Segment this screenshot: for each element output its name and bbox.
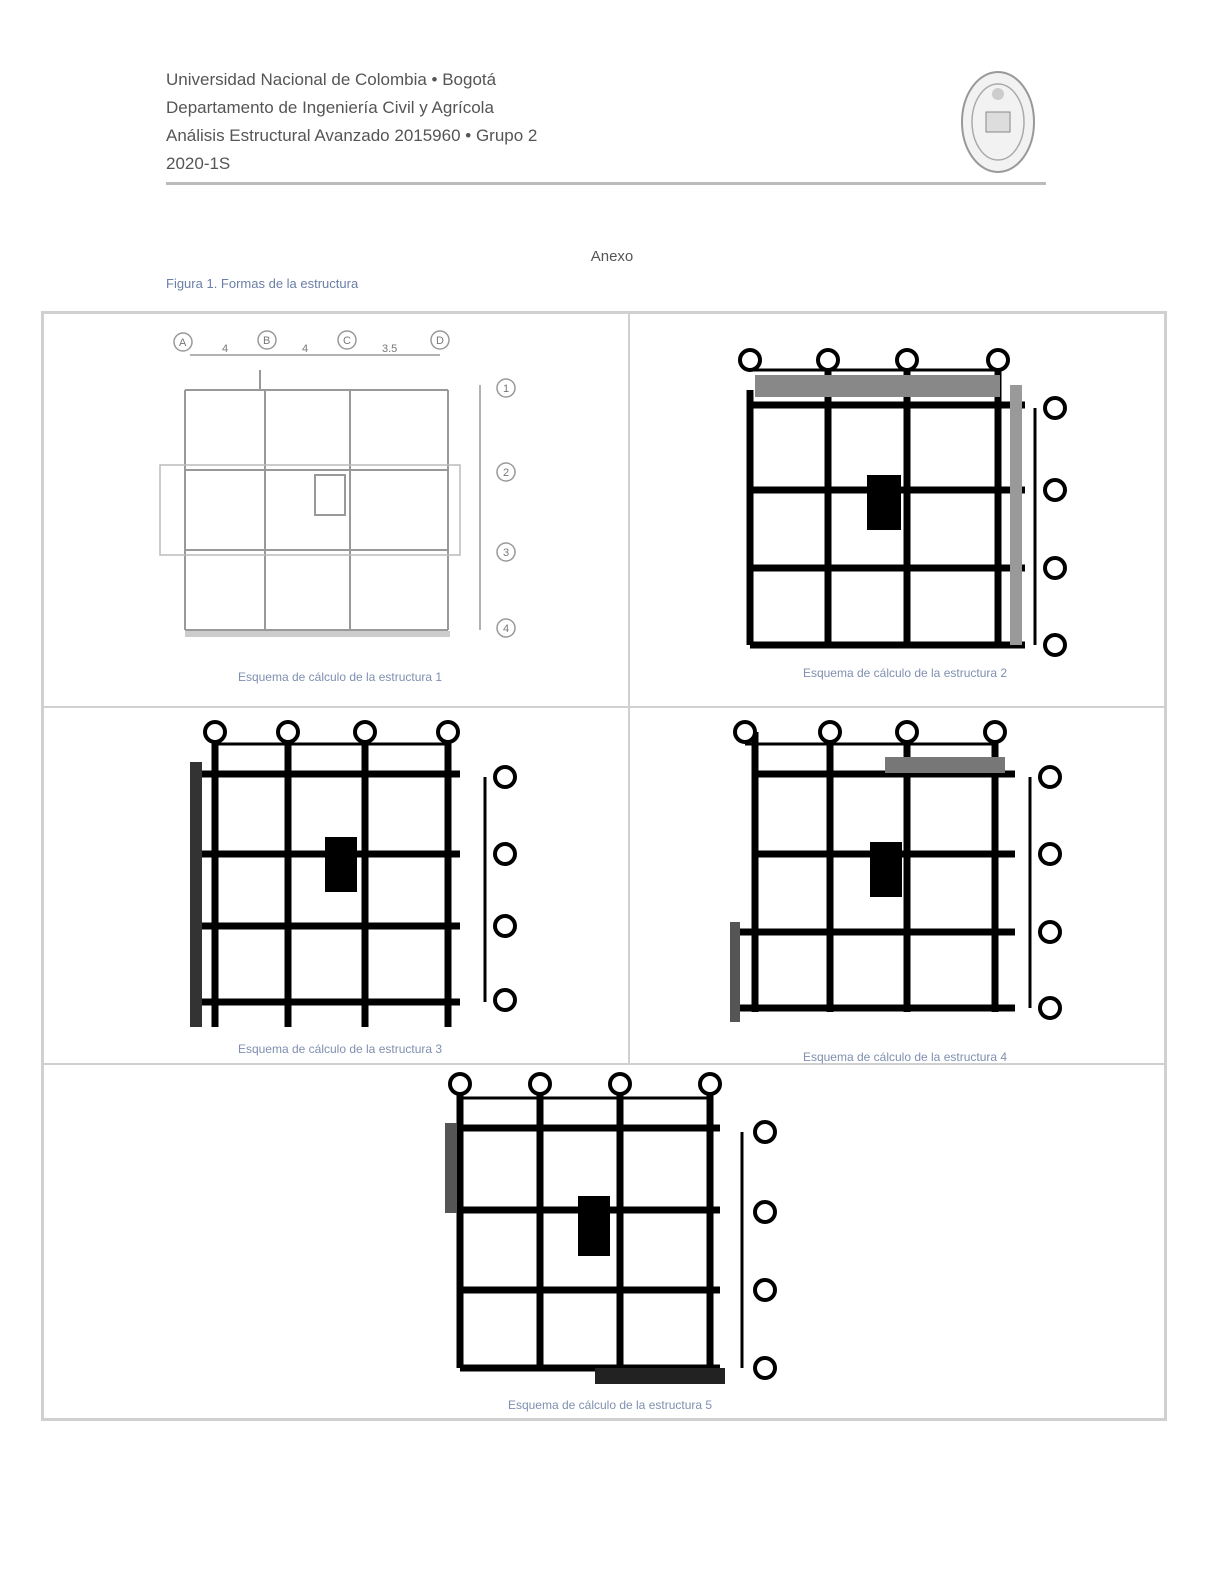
dimension-label-2: 4: [302, 343, 309, 355]
axis-label-d: D: [436, 335, 444, 347]
caption-structure-4: Esquema de cálculo de la estructura 4: [802, 1050, 1008, 1064]
panel-structure-2: [715, 340, 1085, 690]
dimension-label-1: 4: [222, 343, 229, 355]
axis-label-a: A: [179, 337, 187, 349]
structure-3-frame-drawing: [160, 712, 530, 1032]
header-line-1: Universidad Nacional de Colombia • Bogotá: [166, 70, 497, 89]
structure-5-frame-drawing: [420, 1068, 800, 1390]
axis-label-4: 4: [503, 623, 510, 635]
axis-label-b: B: [263, 335, 271, 347]
header-line-2: Departamento de Ingeniería Civil y Agrícola: [166, 98, 494, 117]
header-line-3: Análisis Estructural Avanzado 2015960 • Grupo 2: [166, 126, 538, 145]
axis-label-3: 3: [503, 547, 510, 559]
university-seal-logo: [958, 66, 1038, 178]
figure-title: Figura 1. Formas de la estructura: [166, 276, 359, 291]
caption-structure-1: Esquema de cálculo de la estructura 1: [237, 670, 443, 684]
caption-structure-2: Esquema de cálculo de la estructura 2: [802, 666, 1008, 680]
section-title: Anexo: [590, 248, 634, 265]
caption-structure-5: Esquema de cálculo de la estructura 5: [507, 1398, 713, 1412]
header-rule: [166, 182, 1046, 185]
frame-divider-row1: [43, 706, 1165, 708]
structure-2-frame-drawing: [715, 340, 1085, 660]
structure-1-plan-drawing: [150, 320, 530, 650]
panel-structure-5: [420, 1068, 800, 1413]
axis-label-2: 2: [503, 467, 510, 479]
panel-structure-1: [150, 320, 530, 684]
header-line-4: 2020-1S: [166, 154, 231, 173]
caption-structure-3: Esquema de cálculo de la estructura 3: [237, 1042, 443, 1056]
panel-structure-4: [705, 712, 1085, 1064]
structure-4-frame-drawing: [705, 712, 1085, 1032]
dimension-label-3: 3.5: [382, 343, 398, 355]
panel-structure-3: [160, 712, 530, 1057]
axis-label-c: C: [343, 335, 351, 347]
frame-divider-vertical: [628, 313, 630, 1065]
document-header: [166, 66, 1046, 196]
axis-label-1: 1: [503, 383, 510, 395]
